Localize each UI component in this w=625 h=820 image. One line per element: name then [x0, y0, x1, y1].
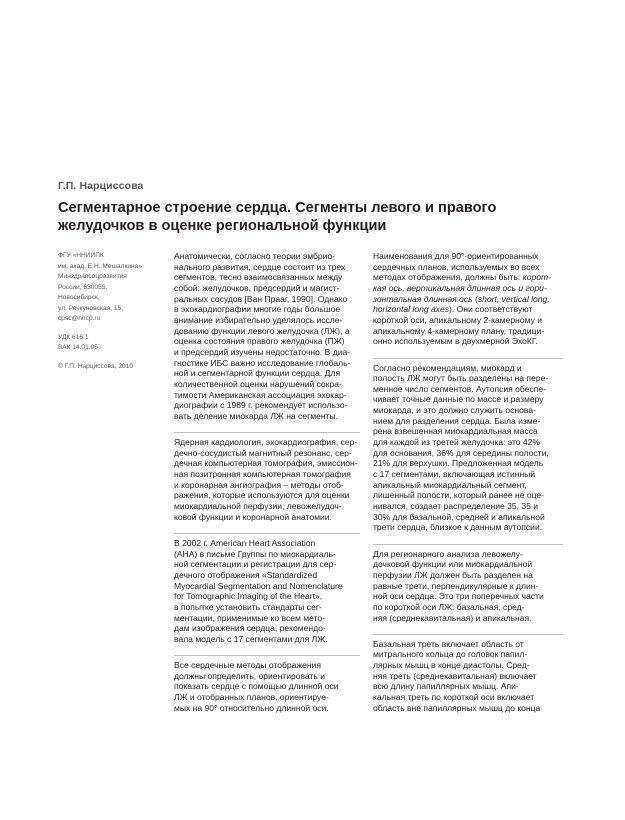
- text-line: собой: желудочков, предсердий и магист-: [174, 282, 340, 293]
- text-line: Ядерная кардиология, эхокардиография, сер-: [174, 437, 358, 448]
- text-line: ментации, применимые ко всем мето-: [174, 612, 325, 623]
- author-name: Г.П. Нарциссова: [58, 180, 144, 192]
- text-line: дечная компьютерная томография, эмиссион-: [174, 458, 358, 469]
- paragraph: [174, 251, 360, 422]
- affiliation-line: России, 630055,: [58, 283, 108, 291]
- italic-run: зонтальная длинная ось: [373, 293, 473, 304]
- text-line: 21% для верхушки. Предложенная модель: [373, 458, 544, 469]
- text-line: мых на 90° относительно длинной оси.: [174, 702, 329, 713]
- text-line: оценка состояния правого желудочка (ПЖ): [174, 336, 345, 347]
- text-line: сердечных планов, используемых во всех: [373, 261, 540, 272]
- title-line: желудочков в оценке региональной функции: [58, 218, 387, 234]
- text-line: В 2002 г. American Heart Association: [174, 537, 316, 548]
- text-line: сегментов, тесно взаимосвязанных между: [174, 272, 343, 283]
- text-run: методах отображения, должны быть:: [373, 272, 523, 283]
- text-line: (АНА) в письме Группы по миокардиаль-: [174, 548, 336, 559]
- vak-code: ВАК 14.01.05: [58, 344, 98, 351]
- text-line: for Tomographic Imaging of the Heart»,: [174, 591, 323, 602]
- italic-run: horizontal long axes: [373, 304, 450, 315]
- text-line: ной и сегментарной функции сердца. Для: [174, 368, 341, 379]
- text-line: ральных сосудов [Ван Прааг, 1990]. Однако: [174, 293, 348, 304]
- text-line: ковой функции и коронарной анатомии.: [174, 511, 332, 522]
- text-line: вала модель с 17 сегментами для ЛЖ.: [174, 633, 328, 644]
- body-column-left: [174, 251, 360, 724]
- text-line: в эхокардиографии многие годы большое: [174, 304, 341, 315]
- text-line: ЛЖ и отобранных планов, ориентируе-: [174, 692, 329, 703]
- text-line: нием для разделения сердца. Была изме-: [373, 415, 541, 426]
- paragraph: [174, 660, 360, 713]
- paragraph-divider: [174, 432, 360, 433]
- paragraph-divider: [373, 544, 563, 545]
- affiliation-line: ФГУ «ННИИПК: [58, 252, 104, 259]
- italic-run: short, vertical long,: [477, 293, 550, 304]
- udc-code: УДК 616.1: [58, 333, 89, 341]
- text-line: ной сегментации и регистрации для сер-: [174, 559, 337, 570]
- text-run: ). Они соответствуют: [449, 304, 533, 315]
- text-line: ной оси сердца. Это три поперечных части: [373, 591, 544, 602]
- text-line: ражения, которые используются для оценки: [174, 490, 350, 501]
- text-line: полость ЛЖ могут быть разделены на пере-: [373, 373, 549, 384]
- text-line: дечно-сосудистый магнитный резонанс, сер-: [174, 447, 352, 458]
- text-line: миокардиальной перфузии, левожелудоч-: [174, 501, 342, 512]
- text-line: дам изображения сердца, рекомендо-: [174, 623, 326, 634]
- text-line: лишенный полости, который ранее не оце-: [373, 490, 544, 501]
- text-line: рена взвешенная миокардиальная масса: [373, 426, 538, 437]
- text-line: область вне папиллярных мышц до конца: [373, 702, 541, 713]
- sidebar-metadata: [58, 251, 154, 372]
- text-line: диографии с 1989 г. рекомендует использо-: [174, 400, 348, 411]
- text-line: равные трети, перпендикулярные к длин-: [373, 580, 539, 591]
- text-line: лярных мышц в конце диастолы. Сред-: [373, 660, 530, 671]
- text-run: (: [472, 293, 478, 304]
- paragraph-divider: [373, 634, 563, 635]
- italic-run: корот-: [522, 272, 551, 283]
- text-line: перфузии ЛЖ должен быть разделен на: [373, 569, 533, 580]
- text-line: менное число сегментов. Аутопсия обеспе-: [373, 383, 546, 394]
- text-line: ная позитронная компьютерная томография: [174, 469, 351, 480]
- paragraph-divider: [373, 358, 563, 359]
- text-line: [373, 272, 563, 283]
- text-line: няя (среднекавитальная) и апикальная.: [373, 612, 532, 623]
- text-line: апикальному 4-камерному плану, традици-: [373, 325, 545, 336]
- text-line: няя треть (среднекавитальная) включает: [373, 670, 537, 681]
- text-line: тимости Американская ассоциация эхокар-: [174, 389, 347, 400]
- text-line: для основания, 36% для середины полости,: [373, 447, 549, 458]
- text-line: в попытке установить стандарты сег-: [174, 601, 322, 612]
- copyright: © Г.П. Нарциссова, 2010: [58, 362, 134, 370]
- text-line: чивает точные данные по массе и размеру: [373, 394, 544, 405]
- paragraph-divider: [174, 655, 360, 656]
- paragraph: [174, 538, 360, 645]
- text-line: апикальный миокардиальный сегмент,: [373, 479, 527, 490]
- text-line: Наименования для 90°-ориентированных: [373, 251, 539, 261]
- text-line: должны определить, ориентировать и: [174, 670, 326, 681]
- paragraph: [174, 437, 360, 522]
- text-line: для каждой из третей желудочка: это 42%: [373, 437, 541, 448]
- text-line: показать сердце с помощью длинной оси: [174, 681, 339, 692]
- text-line: вать деление миокарда ЛЖ на сегменты.: [174, 410, 338, 421]
- text-line: Все сердечные методы отображения: [174, 660, 321, 671]
- text-line: [373, 294, 563, 305]
- text-line: кальная треть по короткой оси включает: [373, 692, 535, 703]
- text-line: гностике ИБС важно исследование глобаль-: [174, 357, 351, 368]
- italic-run: кая ось, вертикальная длинная ось и гори-: [373, 282, 547, 293]
- title-line: Сегментарное строение сердца. Сегменты левого и правого: [58, 200, 497, 216]
- text-line: всю длину папиллярных мышц. Апи-: [373, 681, 519, 692]
- paragraph: [373, 363, 563, 534]
- text-line: короткой оси, апикальному 2-камерному и: [373, 314, 543, 325]
- body-column-right: [373, 251, 563, 724]
- text-line: дочковой функции или миокардиальной: [373, 559, 533, 570]
- text-line: и коронарная ангиография – методы отоб-: [174, 479, 344, 490]
- paragraph: [373, 639, 563, 714]
- text-line: нивался, создает распределение 35, 35 и: [373, 501, 539, 512]
- text-line: Базальная треть включает область от: [373, 638, 524, 649]
- affiliation-line: ул. Речкуновская, 15,: [58, 304, 124, 312]
- text-line: онно используемым в двухмерной ЭхоКГ.: [373, 336, 538, 347]
- affiliation-line: Минздравсоцразвития: [58, 273, 127, 280]
- text-line: Согласно рекомендациям, миокард и: [373, 362, 522, 373]
- text-line: митрального кольца до головок папил-: [373, 649, 528, 660]
- text-line: Анатомически, согласно теории эмбрио-: [174, 251, 336, 261]
- text-line: миокарда, и это должно служить основа-: [373, 405, 536, 416]
- paragraph-divider: [174, 533, 360, 534]
- text-line: дованию функции левого желудочка (ЛЖ), а: [174, 325, 350, 336]
- text-line: и предсердий изучены недостаточно. В диа-: [174, 346, 351, 357]
- text-line: Для регионарного анализа левожелу-: [373, 548, 523, 559]
- text-line: внимание избирательно уделялось иссле-: [174, 314, 343, 325]
- text-line: 30% для базальной, средней и апикальной: [373, 511, 545, 522]
- paragraph: [373, 251, 563, 347]
- affiliation-line: им. акад. Е.Н. Мешалкина»: [58, 262, 142, 270]
- affiliation-line: Новосибирск,: [58, 294, 100, 301]
- email-address: cpsc@nricp.ru: [58, 315, 101, 322]
- paragraph: [373, 549, 563, 624]
- text-line: нального развития, сердце состоит из трех: [174, 261, 346, 272]
- article-title: [58, 199, 558, 235]
- text-line: [373, 304, 563, 315]
- text-line: по короткой оси ЛЖ: базальная, сред-: [373, 601, 525, 612]
- text-line: Myocardial Segmentation and Nomenclature: [174, 580, 343, 591]
- text-line: [373, 283, 563, 294]
- text-line: дечного отображения «Standardized: [174, 569, 318, 580]
- text-line: с 17 сегментами, включающая истинный: [373, 469, 536, 480]
- text-line: трети сердца, близкое к данным аутопсии.: [373, 522, 543, 533]
- text-line: количественной оценки нарушений сокра-: [174, 378, 342, 389]
